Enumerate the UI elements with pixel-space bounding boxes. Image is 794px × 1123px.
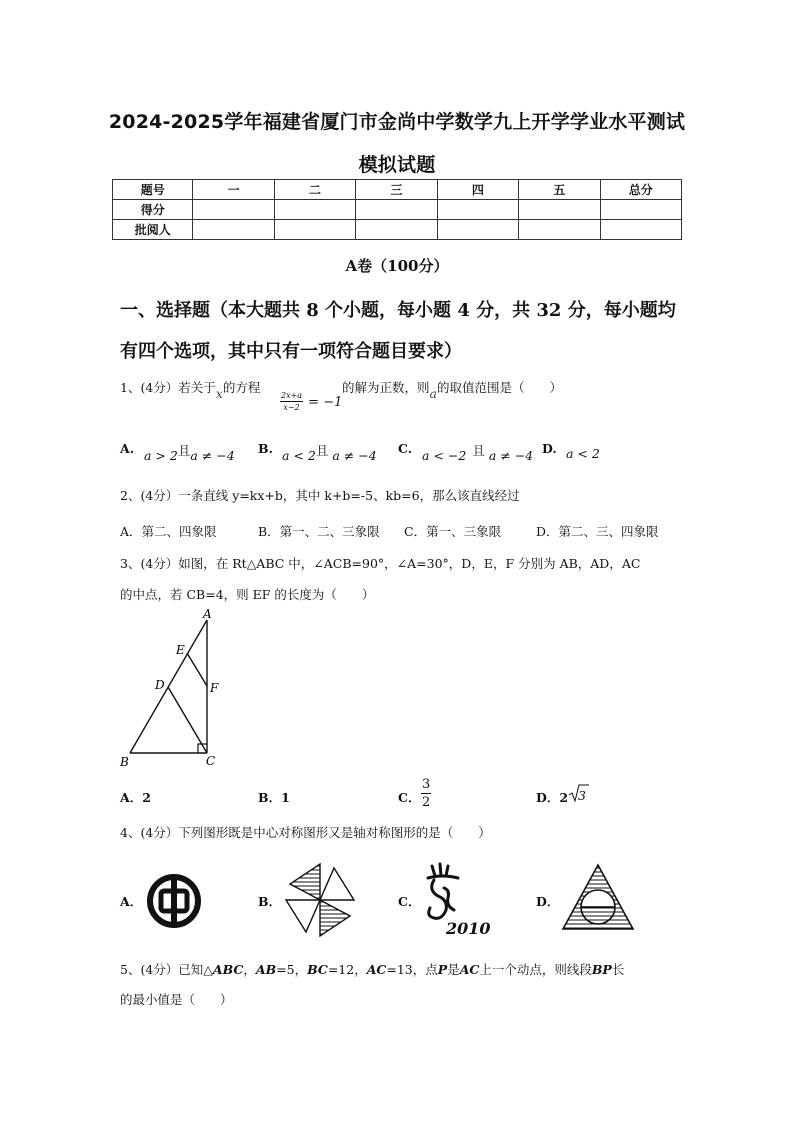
option-conj: 且 xyxy=(315,443,329,458)
q2-option-a[interactable]: A．第二、四象限 xyxy=(120,524,217,539)
label-b: B xyxy=(120,755,129,769)
q5-p: P xyxy=(437,962,448,977)
option-expr2: a ≠ −4 xyxy=(332,448,377,463)
score-row xyxy=(113,200,682,220)
q3-option-b[interactable] xyxy=(258,788,290,806)
option-expr: a < −2 xyxy=(422,448,467,463)
section-heading-line-1: 一、选择题（本大题共 8 个小题，每小题 4 分，共 32 分，每小题均 xyxy=(120,300,676,321)
option-label: D． xyxy=(536,790,560,805)
reviewer-cell[interactable] xyxy=(519,220,600,240)
header-cell: 四 xyxy=(437,180,518,200)
option-expr: a < 2 xyxy=(566,446,600,461)
q3-option-c[interactable] xyxy=(398,788,420,806)
header-cell: 五 xyxy=(519,180,600,200)
q5-ac2: AC xyxy=(459,962,480,977)
q1-prefix: 1、(4分）若关于 xyxy=(120,380,216,395)
q2-option-c[interactable]: C．第一、三象限 xyxy=(404,524,502,539)
label-a: A xyxy=(203,608,212,621)
q1-option-c[interactable] xyxy=(398,441,412,456)
reviewer-cell[interactable] xyxy=(600,220,681,240)
q5-bc-val: =12， xyxy=(327,962,367,977)
expo-logo-text: 2010 xyxy=(446,919,491,938)
q1-option-d-expr xyxy=(566,446,600,461)
q1-mid: 的方程 xyxy=(222,380,261,395)
volume-title: A卷（100分） xyxy=(345,257,449,275)
q1-option-a-expr xyxy=(144,443,235,464)
option-label: D. xyxy=(542,441,557,456)
header-cell: 二 xyxy=(274,180,355,200)
q5-prefix: 5、(4分）已知△ xyxy=(120,962,213,977)
q1-equation xyxy=(280,390,342,413)
row-label: 得分 xyxy=(113,200,193,220)
option-value: 2 xyxy=(142,790,151,805)
option-coef: 2 xyxy=(559,790,569,805)
q5-mid2: 上一个动点，则线段 xyxy=(479,962,592,977)
option-label: C. xyxy=(398,441,413,456)
score-cell[interactable] xyxy=(193,200,274,220)
question-1-stem xyxy=(120,378,261,401)
header-cell: 总分 xyxy=(600,180,681,200)
option-expr: a > 2 xyxy=(144,448,178,463)
segment-dc xyxy=(168,687,207,753)
q5-sep: ， xyxy=(243,962,256,977)
question-4-stem: 4、(4分）下列图形既是中心对称图形又是轴对称图形的是（ ） xyxy=(120,825,491,840)
q2-option-d[interactable]: D．第二、三、四象限 xyxy=(536,524,659,539)
option-conj: 且 xyxy=(472,443,485,458)
q1-suffix1: 的解为正数，则 xyxy=(342,380,430,395)
label-f: F xyxy=(210,681,219,695)
score-table-header-row xyxy=(113,180,682,200)
score-cell[interactable] xyxy=(437,200,518,220)
q3-option-c-fraction xyxy=(421,776,431,811)
option-expr2: a ≠ −4 xyxy=(488,448,534,463)
option-label: C． xyxy=(398,790,421,805)
header-cell: 三 xyxy=(356,180,437,200)
option-label: A. xyxy=(120,441,135,456)
q1-var-x: x xyxy=(215,386,223,401)
label-c: C xyxy=(206,754,216,768)
q1-var-a: a xyxy=(429,386,437,401)
q3-option-d-radicand: 3 xyxy=(578,788,586,803)
reviewer-row xyxy=(113,220,682,240)
option-label: B． xyxy=(258,894,282,909)
pinwheel-icon xyxy=(284,860,356,940)
question-2-stem: 2、(4分）一条直线 y=kx+b，其中 k+b=-5、kb=6，那么该直线经过 xyxy=(120,488,520,503)
title-line-2: 模拟试题 xyxy=(358,154,436,176)
q1-option-b[interactable] xyxy=(258,441,273,456)
option-label: A． xyxy=(120,790,143,805)
q5-abc: ABC xyxy=(212,962,244,977)
option-expr: a < 2 xyxy=(282,448,316,463)
q1-fraction xyxy=(280,390,303,413)
q1-eq: = −1 xyxy=(308,395,343,410)
score-cell[interactable] xyxy=(356,200,437,220)
segment-ef xyxy=(187,653,207,686)
header-cell: 一 xyxy=(193,180,274,200)
expo-2010-logo-icon xyxy=(424,860,494,942)
q5-end: 长 xyxy=(611,962,625,977)
reviewer-cell[interactable] xyxy=(274,220,355,240)
question-1-stem-end xyxy=(342,378,562,401)
option-expr2: a ≠ −4 xyxy=(190,448,235,463)
q4-option-c[interactable] xyxy=(398,892,420,910)
q5-ac: AC xyxy=(366,962,387,977)
triangle-circle-icon xyxy=(560,862,636,932)
q4-option-d[interactable] xyxy=(536,892,559,910)
option-label: B． xyxy=(258,790,282,805)
option-label: B. xyxy=(258,441,273,456)
q5-ab-val: =5， xyxy=(276,962,308,977)
option-label: D． xyxy=(536,894,560,909)
option-label: C． xyxy=(398,894,421,909)
header-cell: 题号 xyxy=(113,180,193,200)
q1-option-d[interactable] xyxy=(542,441,557,456)
option-value: 1 xyxy=(281,790,290,805)
section-heading-line-2: 有四个选项，其中只有一项符合题目要求） xyxy=(120,341,462,362)
option-label: A． xyxy=(120,894,143,909)
q5-bc: BC xyxy=(307,962,328,977)
q1-frac-den: x−2 xyxy=(283,403,300,412)
question-5-line-2: 的最小值是（ ） xyxy=(120,992,233,1007)
score-cell[interactable] xyxy=(274,200,355,220)
q1-frac-num: 2x+a xyxy=(281,391,303,400)
q4-option-b[interactable] xyxy=(258,892,281,910)
score-cell[interactable] xyxy=(519,200,600,220)
q3-option-d[interactable] xyxy=(536,788,568,806)
option-conj: 且 xyxy=(177,443,191,458)
q2-option-b[interactable]: B．第一、二、三象限 xyxy=(258,524,380,539)
reviewer-cell[interactable] xyxy=(193,220,274,240)
q1-option-c-expr xyxy=(422,443,534,464)
reviewer-cell[interactable] xyxy=(437,220,518,240)
q1-suffix2: 的取值范围是（ ） xyxy=(436,380,562,395)
row-label: 批阅人 xyxy=(113,220,193,240)
question-3-line-1: 3、(4分）如图，在 Rt△ABC 中，∠ACB=90°，∠A=30°，D，E，F 分别为 AB，AD，AC xyxy=(120,556,641,571)
q3-triangle-figure xyxy=(110,608,230,773)
q1-option-a[interactable] xyxy=(120,441,134,456)
bank-of-china-logo-icon xyxy=(146,873,202,929)
q5-bp: BP xyxy=(591,962,612,977)
title-line-1: 2024-2025学年福建省厦门市金尚中学数学九上开学学业水平测试 xyxy=(108,111,686,133)
score-table xyxy=(112,179,682,240)
q5-ac-val: =13，点 xyxy=(386,962,438,977)
label-d: D xyxy=(155,678,165,692)
q3-option-a[interactable] xyxy=(120,788,151,806)
score-cell[interactable] xyxy=(600,200,681,220)
q5-mid: 是 xyxy=(447,962,460,977)
q5-ab: AB xyxy=(255,962,277,977)
frac-den: 2 xyxy=(422,795,431,810)
q1-option-b-expr xyxy=(282,443,377,464)
question-5-line-1 xyxy=(120,960,624,978)
frac-num: 3 xyxy=(422,777,431,792)
q4-option-a[interactable] xyxy=(120,892,142,910)
label-e: E xyxy=(176,643,185,657)
reviewer-cell[interactable] xyxy=(356,220,437,240)
question-3-line-2: 的中点，若 CB=4，则 EF 的长度为（ ） xyxy=(120,587,375,602)
